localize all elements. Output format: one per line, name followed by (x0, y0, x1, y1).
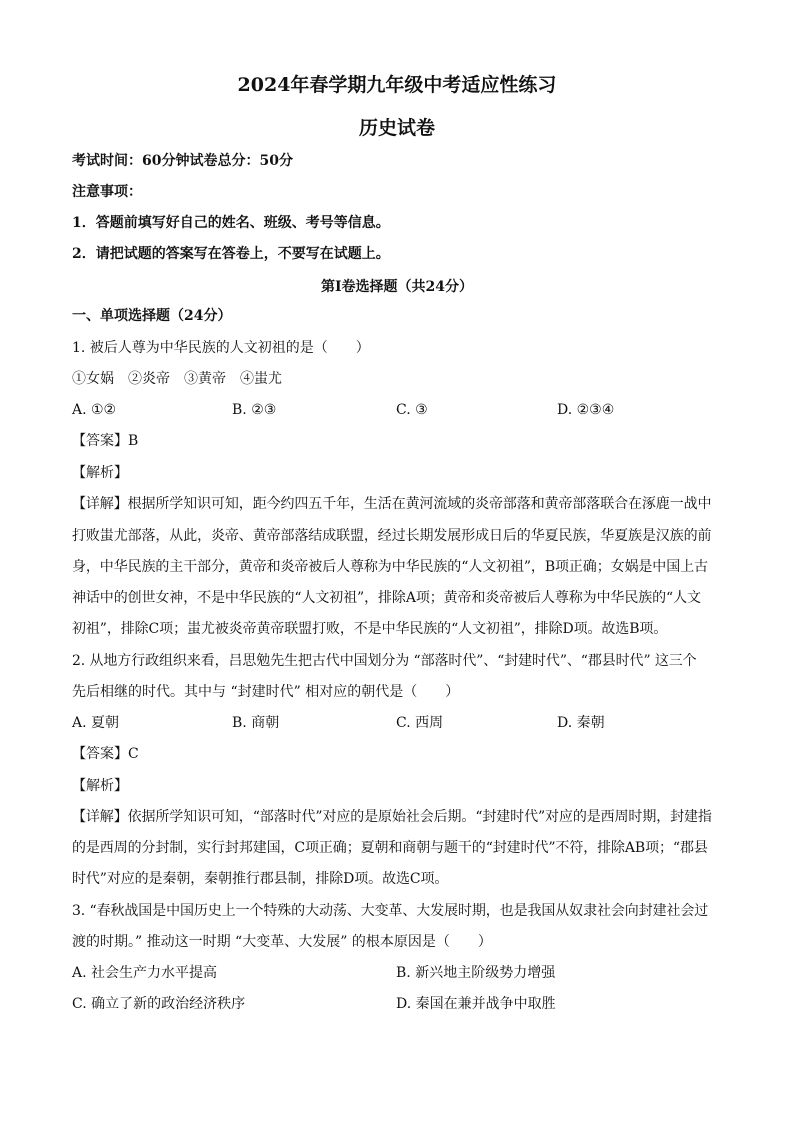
exam-title: 2024年春学期九年级中考适应性练习 (237, 74, 557, 96)
detail-line: 身，中华民族的主干部分，黄帝和炎帝被后人尊称为中华民族的“人文初祖”，B项正确；女娲是中国上古 (72, 559, 708, 575)
option-a: A. ①② (72, 402, 117, 418)
part-title: 第Ⅰ卷选择题（共24分） (320, 279, 474, 295)
exam-info: 考试时间：60分钟试卷总分：50分 (72, 153, 293, 169)
analysis-label: 【解析】 (72, 778, 128, 794)
detail-line: 初祖”，排除C项；蚩尤被炎帝黄帝联盟打败，不是中华民族的“人文初祖”，排除D项。故选B项。 (72, 621, 668, 637)
detail-line: 神话中的创世女神，不是中华民族的“人文初祖”，排除A项；黄帝和炎帝被后人尊称为中华民族的“人文 (72, 590, 701, 606)
option-c: C. 确立了新的政治经济秩序 (72, 996, 246, 1012)
question-stem: 渡的时期。” 推动这一时期 “大变革、大发展” 的根本原因是（ ） (72, 934, 492, 950)
question-stem: 2. 从地方行政组织来看，吕思勉先生把古代中国划分为 “部落时代”、“封建时代”、“郡县时代” 这三个 (72, 653, 697, 669)
option-d: D. 秦朝 (557, 715, 605, 731)
detail-line: 时代”对应的是秦朝，秦朝推行郡县制，排除D项。故选C项。 (72, 871, 449, 887)
answer-label: 【答案】B (72, 433, 139, 449)
question-items: ①女娲 ②炎帝 ③黄帝 ④蚩尤 (72, 371, 282, 387)
option-a: A. 夏朝 (72, 715, 120, 731)
note-item: 2．请把试题的答案写在答卷上，不要写在试题上。 (72, 246, 390, 262)
option-c: C. 西周 (396, 715, 444, 731)
question-stem: 1. 被后人尊为中华民族的人文初祖的是（ ） (72, 340, 370, 356)
detail-line: 【详解】根据所学知识可知，距今约四五千年，生活在黄河流域的炎帝部落和黄帝部落联合在涿鹿一战中 (72, 496, 712, 512)
note-item: 1．答题前填写好自己的姓名、班级、考号等信息。 (72, 215, 390, 231)
option-d: D. 秦国在兼并战争中取胜 (396, 996, 556, 1012)
question-stem: 先后相继的时代。其中与 “封建时代” 相对应的朝代是（ ） (72, 684, 460, 700)
detail-line: 的是西周的分封制，实行封邦建国，C项正确；夏朝和商朝与题干的“封建时代”不符，排除AB项；“郡县 (72, 840, 708, 856)
section-title: 一、单项选择题（24分） (72, 308, 232, 324)
option-a: A. 社会生产力水平提高 (72, 965, 218, 981)
option-d: D. ②③④ (557, 402, 615, 418)
detail-line: 打败蚩尤部落，从此，炎帝、黄帝部落结成联盟，经过长期发展形成日后的华夏民族，华夏族是汉族的前 (72, 528, 712, 544)
option-c: C. ③ (396, 402, 428, 418)
option-b: B. 商朝 (232, 715, 280, 731)
exam-subtitle: 历史试卷 (358, 117, 435, 139)
question-stem: 3. “春秋战国是中国历史上一个特殊的大动荡、大变革、大发展时期，也是我国从奴隶社会向封建社会过 (72, 903, 709, 919)
analysis-label: 【解析】 (72, 465, 128, 481)
notes-heading: 注意事项： (72, 184, 142, 200)
option-b: B. ②③ (232, 402, 277, 418)
option-b: B. 新兴地主阶级势力增强 (396, 965, 556, 981)
answer-label: 【答案】C (72, 746, 139, 762)
detail-line: 【详解】依据所学知识可知，“部落时代”对应的是原始社会后期。“封建时代”对应的是西周时期，封建指 (72, 809, 712, 825)
